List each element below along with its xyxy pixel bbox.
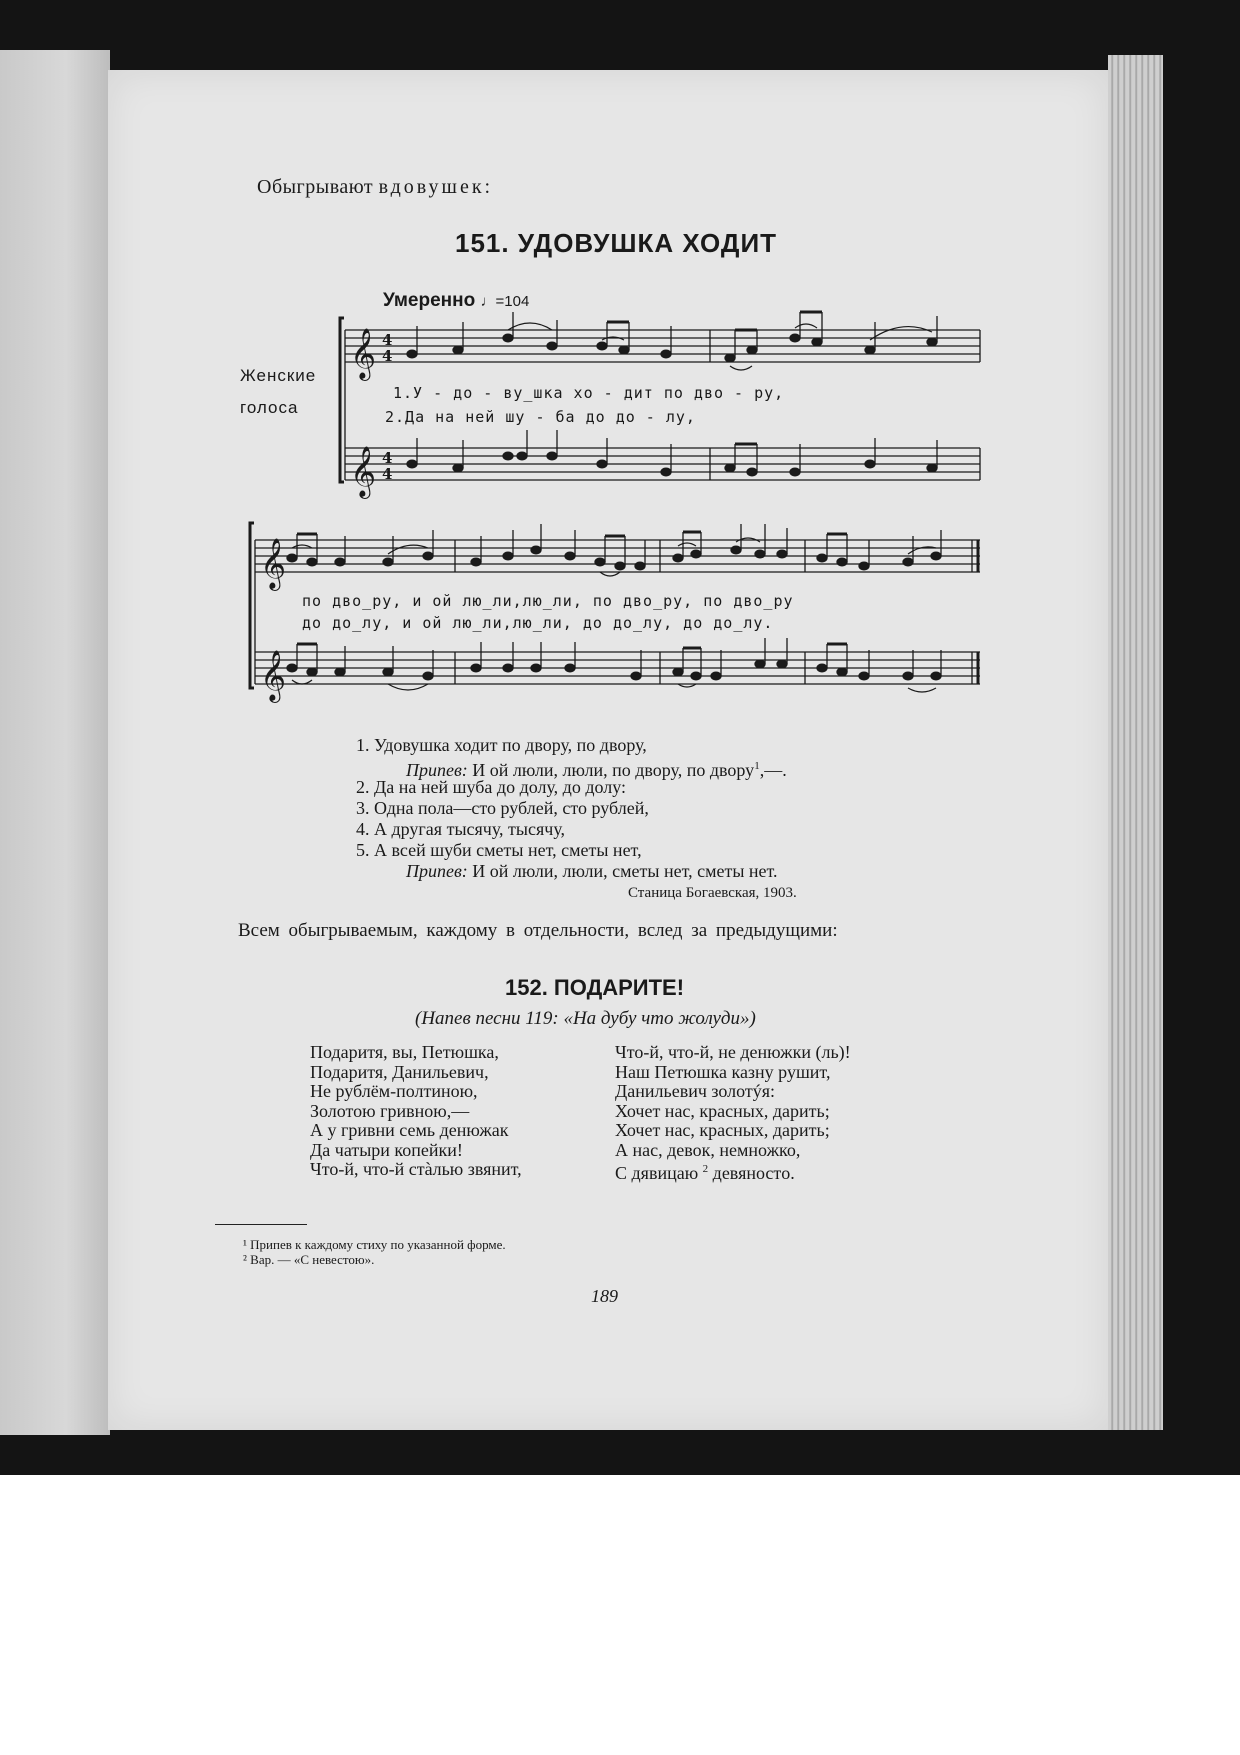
svg-text:4: 4 — [382, 331, 393, 349]
svg-text:𝄞: 𝄞 — [260, 538, 287, 589]
song-151-title: 151. УДОВУШКА ХОДИТ — [455, 228, 778, 258]
svg-text:𝄞: 𝄞 — [350, 446, 377, 497]
voices-label-1: Женские — [240, 366, 317, 385]
left-line-7: Что-й, что-й стàлью звянит, — [310, 1159, 522, 1179]
chorus-1 — [356, 756, 787, 780]
staff-2b — [255, 652, 980, 684]
right-line-7 — [615, 1160, 851, 1184]
svg-text:𝄞: 𝄞 — [350, 328, 377, 379]
footnote-ref-1: 1 — [754, 760, 760, 772]
footnote-ref-2: 2 — [702, 1163, 709, 1175]
footnote-2: ² Вар. — «С невестою». — [243, 1252, 375, 1267]
score-lyric-2b: до до_лу, и ой лю_ли,лю_ли, до до_лу, до до_лу. — [302, 614, 774, 632]
right-line-4: Хочет нас, красных, дарить; — [615, 1100, 830, 1121]
footnote-1: ¹ Припев к каждому стиху по указанной форме. — [243, 1237, 506, 1252]
right-line-5: Хочет нас, красных, дарить; — [615, 1120, 830, 1140]
chorus-1-text: И ой люли, люли, по двору, по двору — [467, 760, 755, 780]
tempo-label: Умеренно — [383, 290, 476, 311]
svg-text:4: 4 — [382, 449, 393, 467]
left-line-5: А у гривни семь денюжак — [310, 1120, 509, 1140]
right-line-2: Наш Петюшка казну рушит, — [615, 1061, 831, 1082]
left-line-2: Подаритя, Данильевич, — [310, 1061, 489, 1082]
chorus-2-text: И ой люли, люли, сметы нет, сметы нет. — [467, 861, 778, 881]
svg-text:𝄞: 𝄞 — [260, 650, 287, 701]
svg-text:4: 4 — [382, 347, 393, 365]
intro-prefix: Обыгрывают — [257, 176, 379, 198]
page-number: 189 — [591, 1286, 618, 1306]
song-152-left-column — [310, 1043, 522, 1180]
chorus-label-2: Припев: — [406, 861, 468, 881]
song-151-source: Станица Богаевская, 1903. — [628, 885, 797, 901]
left-line-1: Подаритя, вы, Петюшка, — [310, 1042, 499, 1062]
score-lyric-2a: по дво_ру, и ой лю_ли,лю_ли, по дво_ру, по дво_ру — [302, 592, 794, 610]
chorus-1-end: ,—. — [759, 760, 787, 780]
voices-label-2: голоса — [240, 398, 299, 417]
transition-text: Всем обыгрываемым, каждому в отдельности, вслед за предыдущими: — [238, 920, 838, 941]
chorus-2 — [356, 861, 787, 882]
intro-spaced: вдовушек: — [378, 176, 494, 198]
song-152-subtitle: (Напев песни 119: «На дубу что жолуди») — [415, 1008, 756, 1029]
right-line-7-end: девяностo. — [712, 1163, 795, 1183]
music-score — [0, 0, 1240, 720]
verse-4: 4. А другая тысячу, тысячу, — [356, 819, 566, 839]
left-line-4: Золотою гривною,— — [310, 1100, 470, 1121]
verse-5: 5. А всей шуби сметы нет, сметы нет, — [356, 840, 642, 860]
left-line-6: Да чатыри копейки! — [310, 1139, 463, 1160]
score-lyric-1b: 2.Да на ней шу - ба до до - лу, — [385, 408, 696, 426]
left-line-3: Не рублём-полтиною, — [310, 1081, 478, 1101]
verse-3: 3. Одна пола—сто рублей, сто рублей, — [356, 798, 649, 818]
verse-1: 1. Удовушка ходит по двору, по двору, — [356, 735, 647, 755]
verse-2: 2. Да на ней шуба до долу, до долу: — [356, 777, 626, 797]
chorus-label-1: Припев: — [406, 760, 468, 780]
right-line-7-start: С дявицаю — [615, 1163, 699, 1183]
right-line-3: Данильевич золотýя: — [615, 1081, 776, 1101]
song-152-right-column — [615, 1043, 851, 1184]
score-lyric-1a: 1.У - до - ву_шка хо - дит по дво - ру, — [393, 384, 785, 402]
metronome-mark: ♩=104 — [480, 293, 530, 310]
song-151-verses — [356, 735, 787, 882]
footnote-divider — [215, 1224, 307, 1225]
right-line-6: А нас, девок, немножко, — [615, 1139, 801, 1160]
right-line-1: Что-й, что-й, не денюжки (ль)! — [615, 1042, 851, 1062]
svg-text:4: 4 — [382, 465, 393, 483]
song-152-title: 152. ПОДАРИТЕ! — [505, 975, 685, 1000]
